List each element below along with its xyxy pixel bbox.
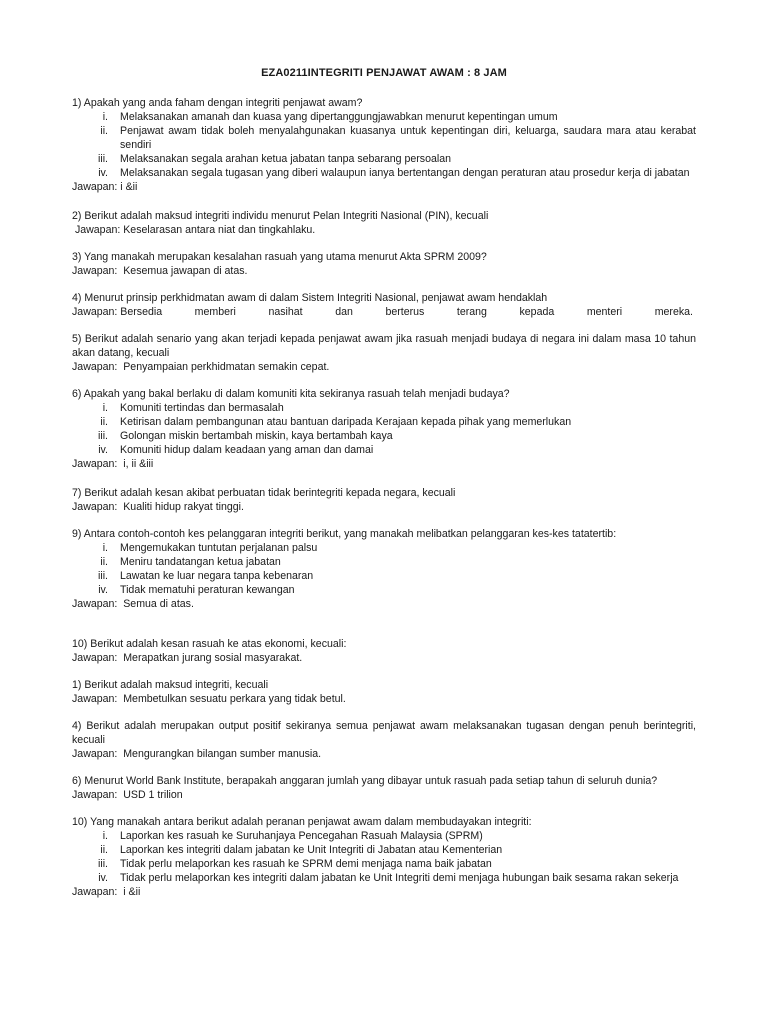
question-text: 6) Menurut World Bank Institute, berapakah anggaran jumlah yang dibayar untuk rasuah pada setiap tahun di seluruh dunia? xyxy=(72,775,658,787)
answer-text: Jawapan: Kualiti hidup rakyat tinggi. xyxy=(72,501,244,513)
question-block xyxy=(72,387,696,471)
option-number: iii. xyxy=(97,858,108,870)
question-block xyxy=(72,637,696,665)
question-block xyxy=(72,291,696,319)
option-number: iv. xyxy=(98,444,108,456)
question-text: 2) Berikut adalah maksud integriti individu menurut Pelan Integriti Nasional (PIN), kecuali xyxy=(72,210,489,222)
option-text: Komuniti tertindas dan bermasalah xyxy=(120,402,284,414)
option-item xyxy=(72,429,696,443)
answer-word: menteri xyxy=(586,306,623,318)
question-block xyxy=(72,815,696,899)
option-text: Tidak perlu melaporkan kes integriti dalam jabatan ke Unit Integriti demi menjaga hubungan baik sesama rakan sekerja xyxy=(120,872,679,884)
option-item xyxy=(72,541,696,555)
question-text: 7) Berikut adalah kesan akibat perbuatan tidak berintegriti kepada negara, kecuali xyxy=(72,487,456,499)
option-text: Laporkan kes integriti dalam jabatan ke Unit Integriti di Jabatan atau Kementerian xyxy=(120,844,503,856)
answer-text: Jawapan: Mengurangkan bilangan sumber manusia. xyxy=(72,748,322,760)
answer-text: Jawapan: Penyampaian perkhidmatan semakin cepat. xyxy=(72,361,330,373)
option-item xyxy=(72,401,696,415)
answer-text: Jawapan: Membetulkan sesuatu perkara yang tidak betul. xyxy=(72,693,346,705)
question-text: 10) Berikut adalah kesan rasuah ke atas ekonomi, kecuali: xyxy=(72,638,347,650)
question-text: 6) Apakah yang bakal berlaku di dalam komuniti kita sekiranya rasuah telah menjadi budaya? xyxy=(72,388,510,400)
option-number: ii. xyxy=(100,556,108,568)
question-text: 4) Berikut adalah merupakan output positif sekiranya semua penjawat awam melaksanakan tugasan dengan penuh berintegriti, kecuali xyxy=(72,720,696,746)
question-block xyxy=(72,678,696,706)
answer-text xyxy=(72,305,696,319)
answer-text: Jawapan: Semua di atas. xyxy=(72,598,194,610)
question-block xyxy=(72,527,696,611)
question-text: 4) Menurut prinsip perkhidmatan awam di dalam Sistem Integriti Nasional, penjawat awam hendaklah xyxy=(72,292,548,304)
answer-word: kepada xyxy=(519,306,555,318)
options-list xyxy=(72,401,696,457)
option-number: i. xyxy=(102,542,108,554)
option-item xyxy=(72,152,696,166)
option-text: Melaksanakan segala tugasan yang diberi walaupun ianya bertentangan dengan peraturan atau prosedur kerja di jabatan xyxy=(120,167,690,179)
option-number: iv. xyxy=(98,167,108,179)
option-text: Tidak perlu melaporkan kes rasuah ke SPRM demi menjaga nama baik jabatan xyxy=(120,858,492,870)
option-number: ii. xyxy=(100,416,108,428)
answer-word: Jawapan: Bersedia xyxy=(72,306,163,318)
question-text: 5) Berikut adalah senario yang akan terjadi kepada penjawat awam jika rasuah menjadi budaya di negara ini dalam masa 10 tahun akan datang, kecuali xyxy=(72,333,696,359)
answer-text: Jawapan: i, ii &iii xyxy=(72,458,154,470)
option-item xyxy=(72,843,696,857)
option-text: Tidak mematuhi peraturan kewangan xyxy=(120,584,295,596)
options-list xyxy=(72,829,696,885)
option-number: i. xyxy=(102,111,108,123)
question-text: 3) Yang manakah merupakan kesalahan rasuah yang utama menurut Akta SPRM 2009? xyxy=(72,251,487,263)
option-text: Lawatan ke luar negara tanpa kebenaran xyxy=(120,570,314,582)
answer-text: Jawapan: Merapatkan jurang sosial masyarakat. xyxy=(72,652,303,664)
option-text: Ketirisan dalam pembangunan atau bantuan daripada Kerajaan kepada pihak yang memerlukan xyxy=(120,416,572,428)
answer-word: berterus xyxy=(385,306,425,318)
options-list xyxy=(72,541,696,597)
answer-text: Jawapan: i &ii xyxy=(72,886,141,898)
option-number: iv. xyxy=(98,872,108,884)
options-list xyxy=(72,110,696,180)
option-item xyxy=(72,829,696,843)
option-item xyxy=(72,443,696,457)
option-text: Meniru tandatangan ketua jabatan xyxy=(120,556,281,568)
option-item xyxy=(72,871,696,885)
option-text: Komuniti hidup dalam keadaan yang aman dan damai xyxy=(120,444,374,456)
answer-word: mereka. xyxy=(654,306,693,318)
document-title: EZA0211INTEGRITI PENJAWAT AWAM : 8 JAM xyxy=(261,67,507,79)
option-text: Melaksanakan amanah dan kuasa yang dipertanggungjawabkan menurut kepentingan umum xyxy=(120,111,558,123)
option-item xyxy=(72,555,696,569)
question-block xyxy=(72,719,696,761)
answer-word: dan xyxy=(335,306,353,318)
option-item xyxy=(72,857,696,871)
option-number: i. xyxy=(102,830,108,842)
option-item xyxy=(72,415,696,429)
question-block xyxy=(72,486,696,514)
answer-text: Jawapan: i &ii xyxy=(72,181,138,193)
question-text: 10) Yang manakah antara berikut adalah peranan penjawat awam dalam membudayakan integriti: xyxy=(72,816,532,828)
question-text: 9) Antara contoh-contoh kes pelanggaran integriti berikut, yang manakah melibatkan pelanggaran kes-kes tatatertib: xyxy=(72,528,617,540)
option-text: Mengemukakan tuntutan perjalanan palsu xyxy=(120,542,318,554)
answer-text: Jawapan: Keselarasan antara niat dan tingkahlaku. xyxy=(72,224,316,236)
option-number: i. xyxy=(102,402,108,414)
question-block xyxy=(72,209,696,237)
answer-text: Jawapan: USD 1 trilion xyxy=(72,789,183,801)
option-number: ii. xyxy=(100,125,108,137)
option-text: Golongan miskin bertambah miskin, kaya bertambah kaya xyxy=(120,430,393,442)
option-number: iii. xyxy=(97,430,108,442)
option-item xyxy=(72,124,696,152)
question-block xyxy=(72,250,696,278)
answer-word: terang xyxy=(456,306,487,318)
option-number: iv. xyxy=(98,584,108,596)
answer-word: nasihat xyxy=(268,306,303,318)
question-block xyxy=(72,96,696,194)
option-text: Melaksanakan segala arahan ketua jabatan tanpa sebarang persoalan xyxy=(120,153,452,165)
option-text: Laporkan kes rasuah ke Suruhanjaya Pencegahan Rasuah Malaysia (SPRM) xyxy=(120,830,483,842)
option-number: ii. xyxy=(100,844,108,856)
option-item xyxy=(72,110,696,124)
option-item xyxy=(72,569,696,583)
question-text: 1) Berikut adalah maksud integriti, kecuali xyxy=(72,679,269,691)
question-block xyxy=(72,332,696,374)
option-item xyxy=(72,583,696,597)
option-text: Penjawat awam tidak boleh menyalahgunakan kuasanya untuk kepentingan diri, keluarga, saudara mara atau kerabat sendiri xyxy=(120,125,696,151)
option-number: iii. xyxy=(97,570,108,582)
option-item xyxy=(72,166,696,180)
answer-word: memberi xyxy=(194,306,236,318)
question-block xyxy=(72,774,696,802)
answer-text: Jawapan: Kesemua jawapan di atas. xyxy=(72,265,248,277)
question-text: 1) Apakah yang anda faham dengan integriti penjawat awam? xyxy=(72,97,363,109)
option-number: iii. xyxy=(97,153,108,165)
